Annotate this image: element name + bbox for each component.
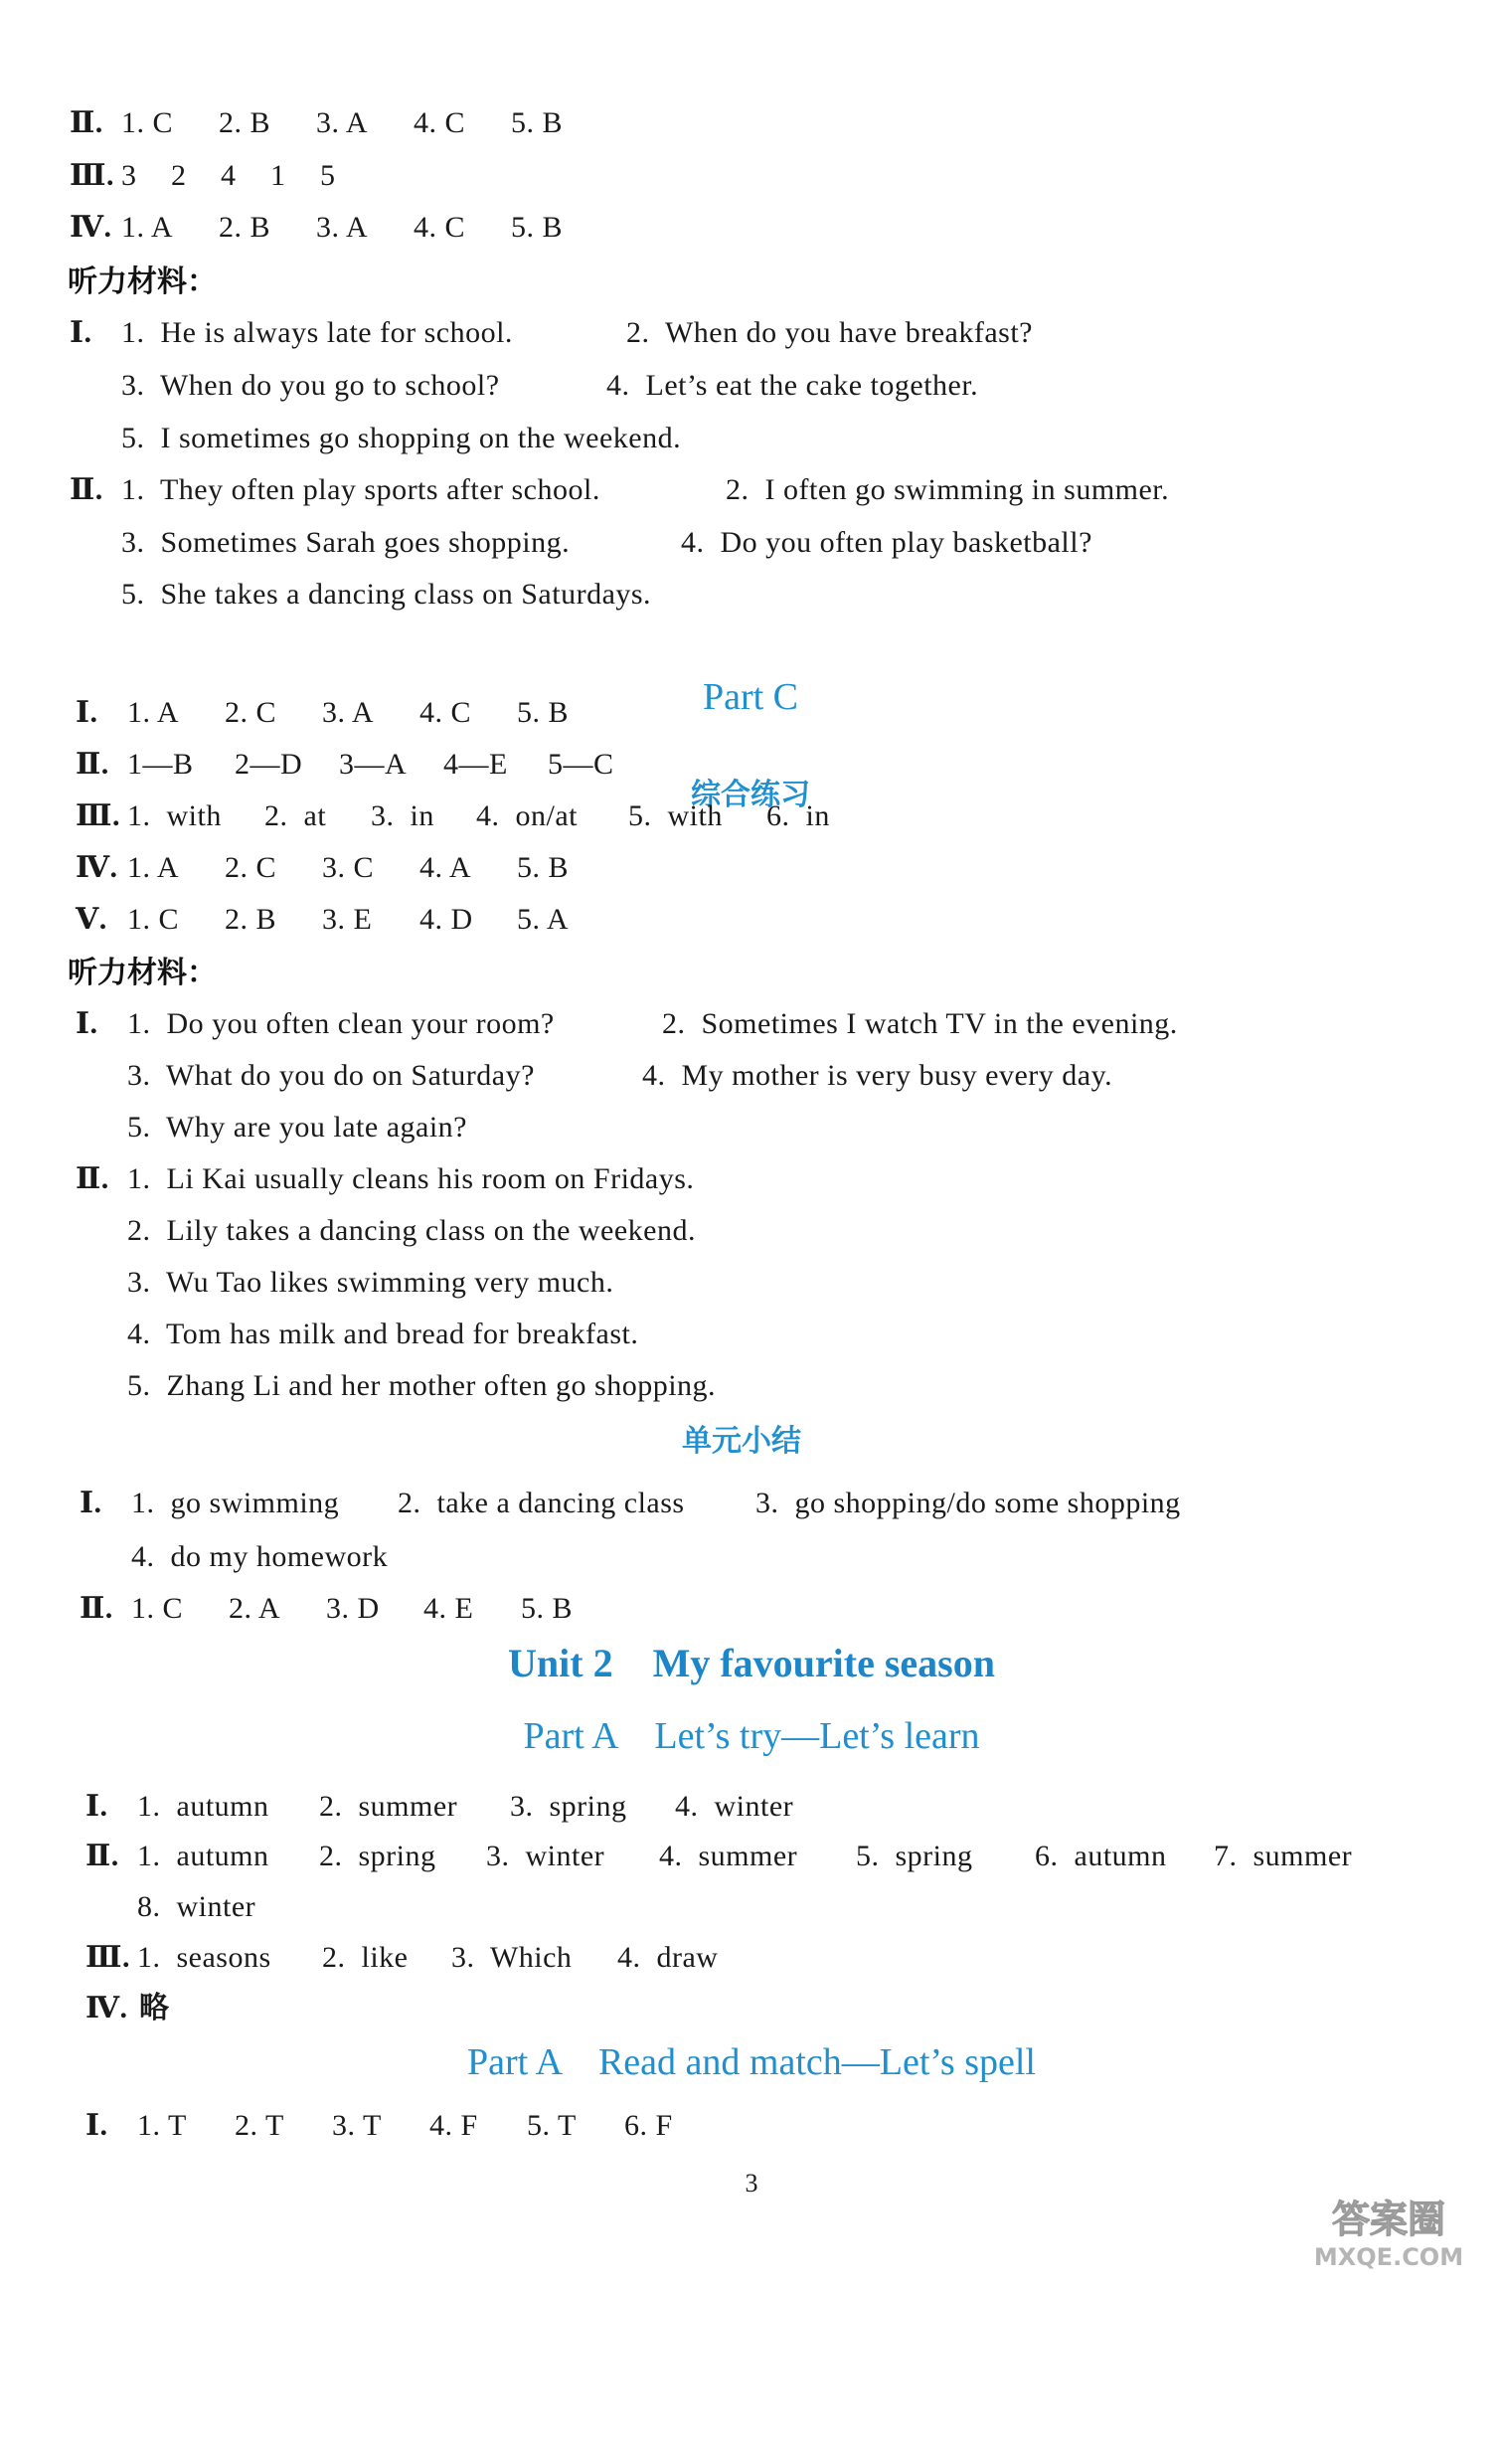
roman-numeral: Ⅰ. bbox=[80, 1487, 102, 1519]
answer-item: 4. summer bbox=[659, 1840, 798, 1872]
listening-sentence: 1. They often play sports after school. bbox=[121, 473, 600, 506]
roman-numeral: Ⅱ. bbox=[70, 106, 103, 139]
answer-item: 1. A bbox=[121, 211, 174, 244]
answer-item: 1. C bbox=[131, 1592, 184, 1625]
answer-item: 3. go shopping/do some shopping bbox=[755, 1487, 1181, 1519]
answer-item: 2. A bbox=[229, 1592, 281, 1625]
answer-line bbox=[85, 2106, 673, 2464]
answer-item: 4. draw bbox=[617, 1941, 719, 1974]
page-number: 3 bbox=[745, 2169, 758, 2198]
answer-item: 2. at bbox=[264, 799, 327, 832]
answer-item: 3. T bbox=[332, 2109, 382, 2142]
roman-numeral: Ⅱ. bbox=[70, 473, 103, 506]
roman-numeral: Ⅴ. bbox=[76, 903, 107, 936]
answer-item: 3. in bbox=[371, 799, 434, 832]
listening-material-heading: 听力材料： bbox=[68, 264, 217, 299]
listening-sentence: 5. Why are you late again? bbox=[127, 1111, 467, 1144]
listening-sentence: 1. Do you often clean your room? bbox=[127, 1007, 555, 1040]
answer-item: 3. Which bbox=[451, 1941, 573, 1974]
answer-item: 4. on/at bbox=[476, 799, 578, 832]
answer-item: 3. E bbox=[322, 903, 373, 936]
answer-item: 3. A bbox=[316, 211, 369, 244]
answer-item: 3. spring bbox=[510, 1790, 627, 1823]
answer-item: 4—E bbox=[443, 748, 508, 781]
listening-sentence: 2. When do you have breakfast? bbox=[626, 316, 1033, 349]
answer-item: 1. autumn bbox=[137, 1840, 269, 1872]
answer-item: 4. A bbox=[419, 851, 472, 884]
watermark-bottom-text: MXQE.COM bbox=[1313, 2243, 1464, 2271]
listening-sentence: 3. Wu Tao likes swimming very much. bbox=[127, 1266, 614, 1299]
answer-item: 6. F bbox=[624, 2109, 673, 2142]
answer-item: 1. autumn bbox=[137, 1790, 269, 1823]
listening-sentence: 5. I sometimes go shopping on the weekend. bbox=[121, 422, 682, 454]
answer-item: 5. B bbox=[521, 1592, 574, 1625]
listening-sentence: 2. Sometimes I watch TV in the evening. bbox=[662, 1007, 1178, 1040]
listening-sentence: 3. What do you do on Saturday? bbox=[127, 1059, 535, 1092]
answer-item: 1. C bbox=[121, 106, 174, 139]
listening-sentence: 1. He is always late for school. bbox=[121, 316, 513, 349]
answer-item: 2. B bbox=[219, 106, 271, 139]
answer-item: 2. B bbox=[225, 903, 277, 936]
unit-summary-heading: 单元小结 bbox=[682, 1424, 801, 1459]
answer-item: 1 bbox=[270, 159, 286, 192]
answer-item: 4. winter bbox=[675, 1790, 794, 1823]
answer-item: 2. C bbox=[225, 851, 277, 884]
listening-sentence: 3. When do you go to school? bbox=[121, 369, 500, 402]
answer-item: 5. A bbox=[517, 903, 570, 936]
answer-item: 3. C bbox=[322, 851, 375, 884]
answer-item: 2. spring bbox=[319, 1840, 436, 1872]
answer-item: 7. summer bbox=[1214, 1840, 1353, 1872]
part-a-try-learn-heading: Part A Let’s try—Let’s learn bbox=[523, 1715, 980, 1757]
answer-item: 4. C bbox=[414, 106, 466, 139]
answer-item: 5. B bbox=[517, 696, 570, 729]
roman-numeral: Ⅰ. bbox=[85, 1790, 108, 1823]
answer-item: 1. T bbox=[137, 2109, 187, 2142]
answer-item: 5 bbox=[320, 159, 336, 192]
answer-item: 1. A bbox=[127, 851, 180, 884]
answer-item: 5—C bbox=[548, 748, 614, 781]
listening-sentence: 4. Tom has milk and bread for breakfast. bbox=[127, 1318, 639, 1350]
roman-numeral: Ⅳ. bbox=[70, 211, 112, 244]
roman-numeral: Ⅳ. bbox=[85, 1992, 128, 2024]
answer-item: 2. take a dancing class bbox=[398, 1487, 685, 1519]
listening-sentence: 5. Zhang Li and her mother often go shopping. bbox=[127, 1369, 717, 1402]
answer-item: 2. like bbox=[322, 1941, 409, 1974]
answer-item: 6. in bbox=[766, 799, 830, 832]
answer-item: 2 bbox=[171, 159, 187, 192]
roman-numeral: Ⅱ. bbox=[80, 1592, 113, 1625]
answer-item: 4. C bbox=[419, 696, 472, 729]
answer-item: 6. autumn bbox=[1035, 1840, 1167, 1872]
roman-numeral: Ⅰ. bbox=[70, 316, 92, 349]
answer-item: 5. B bbox=[511, 211, 564, 244]
roman-numeral: Ⅰ. bbox=[76, 696, 98, 729]
answer-item: 5. T bbox=[527, 2109, 577, 2142]
answer-item: 1. seasons bbox=[137, 1941, 271, 1974]
part-c-subtitle: 综合练习 bbox=[691, 778, 810, 812]
answer-item: 2. T bbox=[235, 2109, 284, 2142]
answer-item: 4 bbox=[221, 159, 237, 192]
listening-sentence: 2. Lily takes a dancing class on the weekend. bbox=[127, 1214, 696, 1247]
roman-numeral: Ⅱ. bbox=[85, 1840, 119, 1872]
answer-item: 5. B bbox=[511, 106, 564, 139]
answer-item: 4. F bbox=[429, 2109, 478, 2142]
answer-item: 4. C bbox=[414, 211, 466, 244]
answer-item: 略 bbox=[139, 1991, 170, 2025]
answer-item: 3. winter bbox=[486, 1840, 605, 1872]
answer-item: 5. spring bbox=[856, 1840, 973, 1872]
answer-item: 1. go swimming bbox=[131, 1487, 340, 1519]
answer-item: 5. with bbox=[628, 799, 723, 832]
roman-numeral: Ⅱ. bbox=[76, 748, 109, 781]
roman-numeral: Ⅱ. bbox=[76, 1162, 109, 1195]
answer-item: 1. C bbox=[127, 903, 180, 936]
listening-sentence: 4. Let’s eat the cake together. bbox=[606, 369, 979, 402]
roman-numeral: Ⅳ. bbox=[76, 851, 118, 884]
listening-material-heading: 听力材料： bbox=[68, 956, 217, 990]
answer-item: 2. C bbox=[225, 696, 277, 729]
roman-numeral: Ⅰ. bbox=[76, 1007, 98, 1040]
roman-numeral: Ⅲ. bbox=[76, 799, 121, 832]
listening-sentence: 1. Li Kai usually cleans his room on Fridays. bbox=[127, 1162, 695, 1195]
watermark-top-text: 答案圈 bbox=[1331, 2198, 1446, 2241]
answer-item: 8. winter bbox=[137, 1890, 256, 1923]
listening-sentence: 2. I often go swimming in summer. bbox=[726, 473, 1170, 506]
answer-item: 2. summer bbox=[319, 1790, 458, 1823]
listening-sentence: 5. She takes a dancing class on Saturdays. bbox=[121, 578, 652, 611]
answer-item: 4. do my homework bbox=[131, 1540, 389, 1573]
answer-item: 4. E bbox=[423, 1592, 474, 1625]
watermark-logo bbox=[1284, 2188, 1493, 2272]
answer-item: 3. A bbox=[316, 106, 369, 139]
answer-item: 3—A bbox=[339, 748, 408, 781]
listening-sentence: 3. Sometimes Sarah goes shopping. bbox=[121, 526, 571, 559]
part-c-heading bbox=[0, 625, 1483, 867]
part-a-read-spell-heading: Part A Read and match—Let’s spell bbox=[466, 2041, 1036, 2083]
answer-item: 3. A bbox=[322, 696, 375, 729]
unit-2-heading: Unit 2 My favourite season bbox=[508, 1641, 995, 1685]
answer-item: 1. A bbox=[127, 696, 180, 729]
answer-item: 1. with bbox=[127, 799, 222, 832]
answer-item: 2. B bbox=[219, 211, 271, 244]
part-c-title: Part C bbox=[702, 676, 799, 718]
listening-sentence: 4. Do you often play basketball? bbox=[681, 526, 1092, 559]
roman-numeral: Ⅰ. bbox=[85, 2109, 108, 2142]
answer-item: 4. D bbox=[419, 903, 473, 936]
answer-item: 1—B bbox=[127, 748, 194, 781]
roman-numeral: Ⅲ. bbox=[85, 1941, 131, 1974]
answer-item: 3. D bbox=[326, 1592, 380, 1625]
listening-sentence: 4. My mother is very busy every day. bbox=[642, 1059, 1113, 1092]
answer-item: 3 bbox=[121, 159, 137, 192]
answer-item: 2—D bbox=[235, 748, 303, 781]
answer-item: 5. B bbox=[517, 851, 570, 884]
roman-numeral: Ⅲ. bbox=[70, 159, 115, 192]
